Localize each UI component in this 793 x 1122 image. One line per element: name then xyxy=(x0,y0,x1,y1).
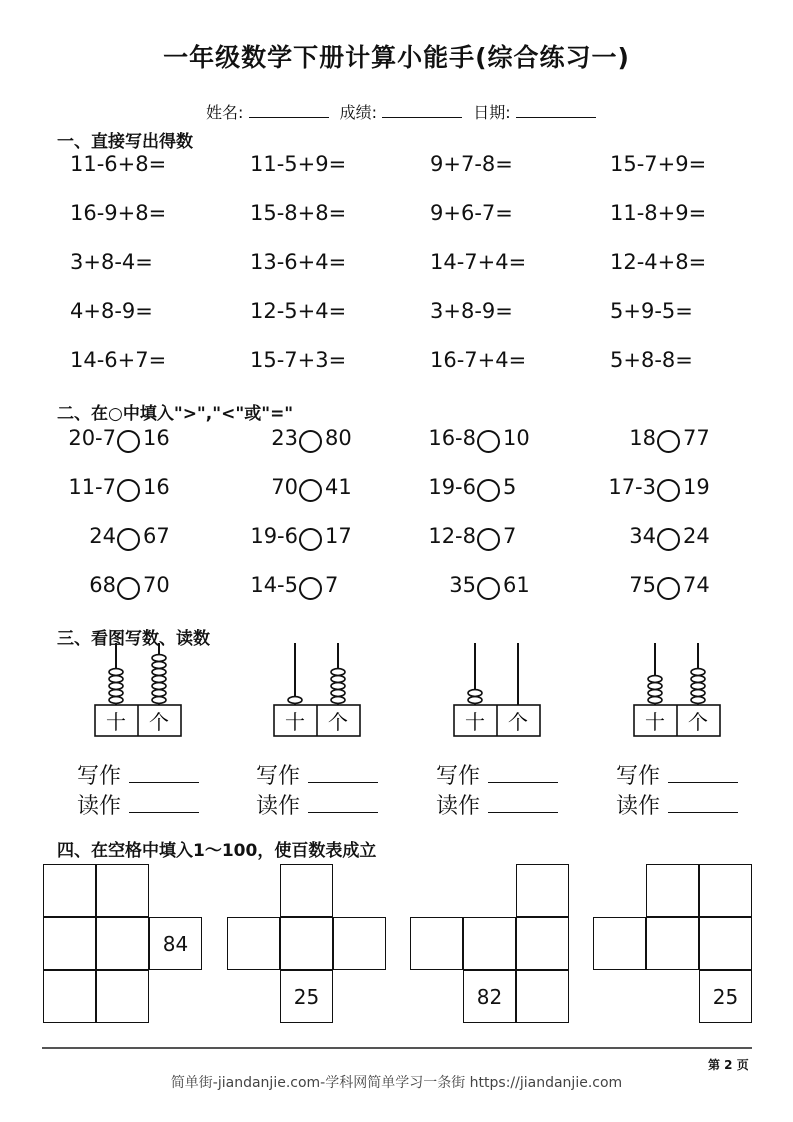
compare-left: 16-8 xyxy=(428,426,476,450)
chart-cell[interactable] xyxy=(43,970,96,1023)
section3-heading: 三、看图写数、读数 xyxy=(57,629,210,649)
ones-label: 个 xyxy=(688,710,708,734)
abacus-drawing xyxy=(94,640,184,740)
compare-circle[interactable] xyxy=(657,577,680,600)
compare-right: 7 xyxy=(503,524,517,548)
tens-label: 十 xyxy=(645,710,665,734)
write-read-block xyxy=(616,762,738,822)
compare-left: 11-7 xyxy=(68,475,116,499)
compare-left: 18 xyxy=(629,426,656,450)
write-blank[interactable] xyxy=(129,764,199,783)
chart-cell[interactable] xyxy=(463,917,516,970)
chart-cell[interactable] xyxy=(333,917,386,970)
abacus-bead xyxy=(152,676,166,683)
calc-problem: 12-5+4= xyxy=(250,299,347,323)
abacus-bead xyxy=(331,683,345,690)
chart-cell[interactable] xyxy=(699,917,752,970)
compare-right: 61 xyxy=(503,573,530,597)
calc-problem: 11-8+9= xyxy=(610,201,707,225)
section2-heading: 二、在○中填入">","<"或"=" xyxy=(57,404,294,424)
calc-problem: 3+8-4= xyxy=(70,250,153,274)
calc-problem: 9+6-7= xyxy=(430,201,513,225)
chart-cell[interactable] xyxy=(646,864,699,917)
chart-cell[interactable] xyxy=(516,864,569,917)
read-blank[interactable] xyxy=(129,794,199,813)
read-row xyxy=(256,792,378,822)
read-label: 读作 xyxy=(436,794,481,819)
calc-problem: 3+8-9= xyxy=(430,299,513,323)
compare-left: 14-5 xyxy=(250,573,298,597)
write-row xyxy=(436,762,558,792)
date-label: 日期: xyxy=(473,103,511,122)
compare-left: 75 xyxy=(629,573,656,597)
compare-left: 19-6 xyxy=(250,524,298,548)
read-label: 读作 xyxy=(77,794,122,819)
compare-circle[interactable] xyxy=(299,577,322,600)
student-info xyxy=(206,100,596,123)
compare-right: 80 xyxy=(325,426,352,450)
chart-cell[interactable] xyxy=(646,917,699,970)
score-label: 成绩: xyxy=(339,103,377,122)
abacus-bead xyxy=(152,669,166,676)
compare-right: 10 xyxy=(503,426,530,450)
compare-circle[interactable] xyxy=(477,479,500,502)
abacus-bead xyxy=(331,676,345,683)
chart-cell-given: 82 xyxy=(463,970,516,1023)
compare-circle[interactable] xyxy=(477,528,500,551)
compare-right: 16 xyxy=(143,426,170,450)
calc-problem: 11-6+8= xyxy=(70,152,167,176)
compare-right: 77 xyxy=(683,426,710,450)
compare-left: 70 xyxy=(271,475,298,499)
compare-left: 12-8 xyxy=(428,524,476,548)
date-blank[interactable] xyxy=(516,103,596,118)
footer-divider xyxy=(42,1047,752,1049)
page-title: 一年级数学下册计算小能手(综合练习一) xyxy=(163,43,630,72)
abacus-bead xyxy=(331,669,345,676)
chart-cell[interactable] xyxy=(96,970,149,1023)
abacus-drawing xyxy=(633,640,723,740)
abacus-bead xyxy=(152,690,166,697)
ones-label: 个 xyxy=(328,710,348,734)
chart-cell[interactable] xyxy=(593,917,646,970)
tens-label: 十 xyxy=(285,710,305,734)
chart-cell[interactable] xyxy=(516,917,569,970)
compare-left: 20-7 xyxy=(68,426,116,450)
abacus-bead xyxy=(152,655,166,662)
calc-problem: 16-7+4= xyxy=(430,348,527,372)
write-read-block xyxy=(77,762,199,822)
abacus-bead xyxy=(648,690,662,697)
tens-label: 十 xyxy=(465,710,485,734)
chart-cell[interactable] xyxy=(410,917,463,970)
chart-cell[interactable] xyxy=(516,970,569,1023)
tens-label: 十 xyxy=(106,710,126,734)
abacus-bead xyxy=(331,697,345,704)
compare-right: 5 xyxy=(503,475,517,499)
compare-circle[interactable] xyxy=(657,528,680,551)
score-blank[interactable] xyxy=(382,103,462,118)
compare-left: 23 xyxy=(271,426,298,450)
page-number: 第 2 页 xyxy=(708,1058,749,1072)
abacus-bead xyxy=(152,697,166,704)
write-label: 写作 xyxy=(77,764,122,789)
chart-cell[interactable] xyxy=(280,864,333,917)
compare-right: 7 xyxy=(325,573,339,597)
abacus-bead xyxy=(109,676,123,683)
compare-left: 35 xyxy=(449,573,476,597)
abacus-bead xyxy=(691,697,705,704)
abacus-drawing xyxy=(273,640,363,740)
compare-circle[interactable] xyxy=(299,430,322,453)
read-label: 读作 xyxy=(256,794,301,819)
abacus-bead xyxy=(331,690,345,697)
calc-problem: 9+7-8= xyxy=(430,152,513,176)
read-row xyxy=(436,792,558,822)
chart-cell-given: 25 xyxy=(280,970,333,1023)
calc-problem: 11-5+9= xyxy=(250,152,347,176)
abacus-bead xyxy=(109,669,123,676)
compare-circle[interactable] xyxy=(117,528,140,551)
abacus-bead xyxy=(109,697,123,704)
write-read-block xyxy=(256,762,378,822)
compare-circle[interactable] xyxy=(477,430,500,453)
calc-problem: 15-7+3= xyxy=(250,348,347,372)
write-label: 写作 xyxy=(616,764,661,789)
abacus-bead xyxy=(288,697,302,704)
read-row xyxy=(77,792,199,822)
chart-cell[interactable] xyxy=(227,917,280,970)
compare-left: 34 xyxy=(629,524,656,548)
section4-heading: 四、在空格中填入1～100，使百数表成立 xyxy=(57,841,377,861)
write-blank[interactable] xyxy=(308,764,378,783)
compare-circle[interactable] xyxy=(117,430,140,453)
calc-problem: 5+9-5= xyxy=(610,299,693,323)
chart-cell-given: 25 xyxy=(699,970,752,1023)
abacus-bead xyxy=(109,683,123,690)
compare-right: 17 xyxy=(325,524,352,548)
abacus-bead xyxy=(468,690,482,697)
write-row xyxy=(616,762,738,792)
chart-cell[interactable] xyxy=(96,864,149,917)
abacus-bead xyxy=(152,683,166,690)
calc-problem: 16-9+8= xyxy=(70,201,167,225)
ones-label: 个 xyxy=(149,710,169,734)
compare-right: 41 xyxy=(325,475,352,499)
compare-right: 74 xyxy=(683,573,710,597)
calc-problem: 14-6+7= xyxy=(70,348,167,372)
read-blank[interactable] xyxy=(668,794,738,813)
write-label: 写作 xyxy=(436,764,481,789)
compare-right: 16 xyxy=(143,475,170,499)
site-footer: 简单街-jiandanjie.com-学科网简单学习一条街 https://jiandanjie.com xyxy=(170,1075,623,1091)
read-row xyxy=(616,792,738,822)
write-row xyxy=(256,762,378,792)
abacus-bead xyxy=(648,676,662,683)
chart-cell[interactable] xyxy=(699,864,752,917)
name-blank[interactable] xyxy=(249,103,329,118)
abacus-bead xyxy=(691,676,705,683)
compare-right: 24 xyxy=(683,524,710,548)
calc-problem: 15-7+9= xyxy=(610,152,707,176)
compare-circle[interactable] xyxy=(657,479,680,502)
compare-circle[interactable] xyxy=(299,479,322,502)
abacus-bead xyxy=(468,697,482,704)
chart-cell-given: 84 xyxy=(149,917,202,970)
chart-cell[interactable] xyxy=(43,917,96,970)
calc-problem: 13-6+4= xyxy=(250,250,347,274)
chart-cell[interactable] xyxy=(96,917,149,970)
compare-circle[interactable] xyxy=(299,528,322,551)
compare-circle[interactable] xyxy=(117,479,140,502)
compare-left: 24 xyxy=(89,524,116,548)
compare-left: 17-3 xyxy=(608,475,656,499)
compare-circle[interactable] xyxy=(117,577,140,600)
abacus-bead xyxy=(648,697,662,704)
compare-right: 67 xyxy=(143,524,170,548)
write-blank[interactable] xyxy=(668,764,738,783)
section1-heading: 一、直接写出得数 xyxy=(57,132,193,152)
calc-problem: 12-4+8= xyxy=(610,250,707,274)
compare-circle[interactable] xyxy=(657,430,680,453)
calc-problem: 5+8-8= xyxy=(610,348,693,372)
ones-label: 个 xyxy=(508,710,528,734)
abacus-bead xyxy=(691,683,705,690)
write-blank[interactable] xyxy=(488,764,558,783)
compare-left: 19-6 xyxy=(428,475,476,499)
abacus-bead xyxy=(691,690,705,697)
write-label: 写作 xyxy=(256,764,301,789)
abacus-drawing xyxy=(453,640,543,740)
calc-problem: 4+8-9= xyxy=(70,299,153,323)
calc-problem: 14-7+4= xyxy=(430,250,527,274)
compare-circle[interactable] xyxy=(477,577,500,600)
read-label: 读作 xyxy=(616,794,661,819)
write-read-block xyxy=(436,762,558,822)
calc-problem: 15-8+8= xyxy=(250,201,347,225)
abacus-bead xyxy=(109,690,123,697)
abacus-bead xyxy=(152,662,166,669)
abacus-bead xyxy=(648,683,662,690)
abacus-bead xyxy=(691,669,705,676)
compare-left: 68 xyxy=(89,573,116,597)
chart-cell[interactable] xyxy=(43,864,96,917)
compare-right: 70 xyxy=(143,573,170,597)
compare-right: 19 xyxy=(683,475,710,499)
read-blank[interactable] xyxy=(488,794,558,813)
chart-cell[interactable] xyxy=(280,917,333,970)
read-blank[interactable] xyxy=(308,794,378,813)
write-row xyxy=(77,762,199,792)
name-label: 姓名: xyxy=(206,103,244,122)
